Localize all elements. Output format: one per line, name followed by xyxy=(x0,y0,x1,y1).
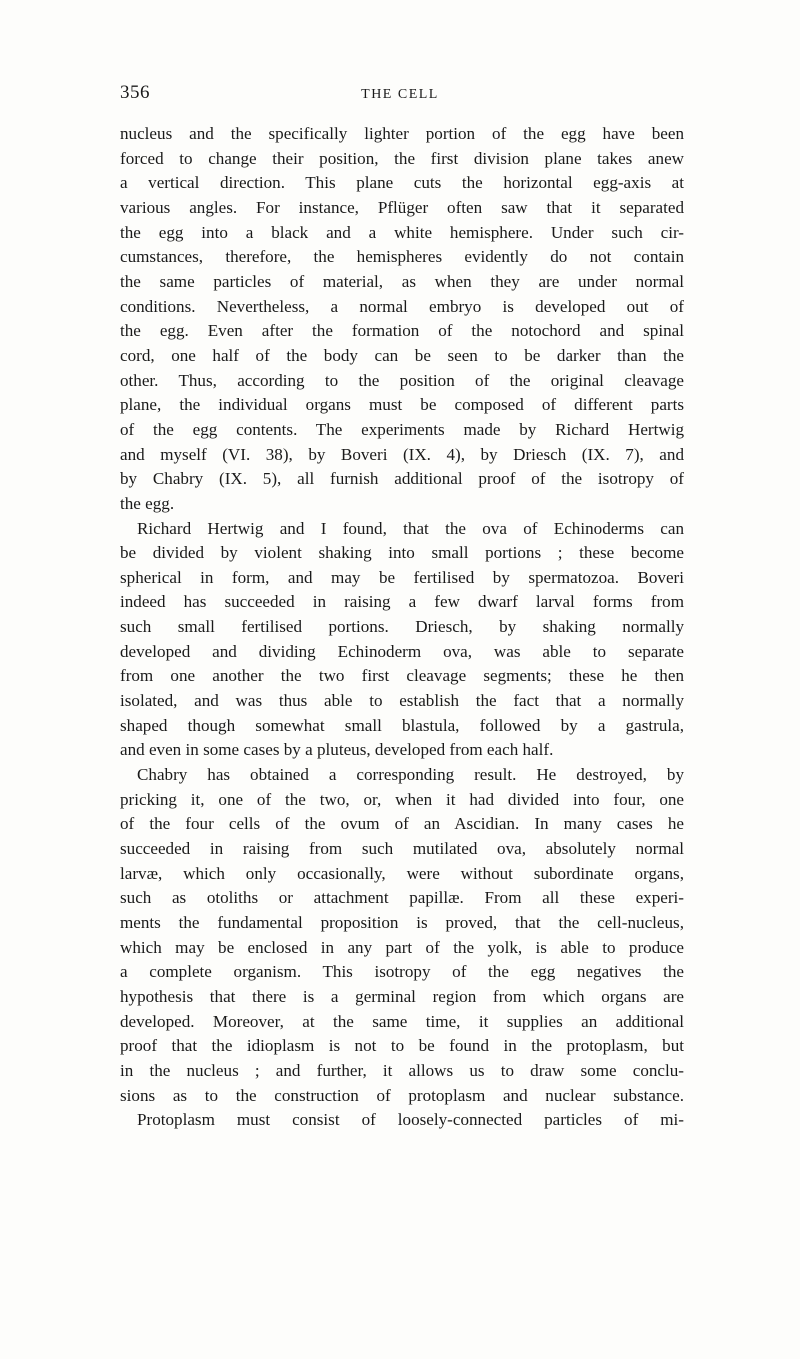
text-line: the egg. Even after the formation of the notochord and spinal xyxy=(120,321,684,341)
text-line: various angles. For instance, Pflüger often saw that it separated xyxy=(120,197,684,217)
text-line: nucleus and the specifically lighter portion of the egg have been xyxy=(120,124,684,143)
text-line: conditions. Nevertheless, a normal embryo is developed out of xyxy=(120,296,684,316)
text-line: other. Thus, according to the position of the original cleavage xyxy=(120,370,684,390)
text-line: proof that the idioplasm is not to be found in the protoplasm, but xyxy=(120,1036,684,1056)
text-line: such as otoliths or attachment papillæ. From all these experi- xyxy=(120,888,684,908)
text-line: succeeded in raising from such mutilated ova, absolutely normal xyxy=(120,839,684,859)
text-line: a complete organism. This isotropy of the egg negatives the xyxy=(120,962,684,982)
text-line: shaped though somewhat small blastula, followed by a gastrula, xyxy=(120,715,684,735)
text-line: and even in some cases by a pluteus, developed from each half. xyxy=(120,740,554,760)
text-line: sions as to the construction of protoplasm and nuclear substance. xyxy=(120,1085,684,1105)
text-line: from one another the two first cleavage segments; these he then xyxy=(120,666,684,686)
text-line: ments the fundamental proposition is proved, that the cell-nucleus, xyxy=(120,913,684,932)
page-number: 356 xyxy=(120,82,150,103)
text-line: of the egg contents. The experiments made by Richard Hertwig xyxy=(120,419,684,439)
body-text xyxy=(120,122,684,1133)
text-line: larvæ, which only occasionally, were without subordinate organs, xyxy=(120,863,684,883)
text-line: by Chabry (IX. 5), all furnish additional proof of the isotropy of xyxy=(120,469,684,489)
text-line: the same particles of material, as when they are under normal xyxy=(120,271,684,291)
text-line: Protoplasm must consist of loosely-connected particles of mi- xyxy=(137,1110,684,1130)
text-line: such small fertilised portions. Driesch, by shaking normally xyxy=(120,617,684,637)
text-line: in the nucleus ; and further, it allows us to draw some conclu- xyxy=(120,1060,684,1080)
text-line: cord, one half of the body can be seen to be darker than the xyxy=(120,345,684,365)
text-line: developed and dividing Echinoderm ova, was able to separate xyxy=(120,641,684,661)
text-line: indeed has succeeded in raising a few dwarf larval forms from xyxy=(120,592,684,612)
text-line: of the four cells of the ovum of an Ascidian. In many cases he xyxy=(120,814,684,834)
text-line: the egg into a black and a white hemisphere. Under such cir- xyxy=(120,222,684,242)
running-title: THE CELL xyxy=(361,87,439,102)
text-line: cumstances, therefore, the hemispheres evidently do not contain xyxy=(120,247,684,267)
text-line: plane, the individual organs must be composed of different parts xyxy=(120,395,684,415)
text-line: and myself (VI. 38), by Boveri (IX. 4), by Driesch (IX. 7), and xyxy=(120,444,684,464)
text-line: hypothesis that there is a germinal region from which organs are xyxy=(120,986,684,1006)
text-line: which may be enclosed in any part of the yolk, is able to produce xyxy=(120,937,684,957)
text-line: a vertical direction. This plane cuts the horizontal egg-axis at xyxy=(120,173,684,193)
text-line: forced to change their position, the first division plane takes anew xyxy=(120,148,684,168)
text-line: be divided by violent shaking into small portions ; these become xyxy=(120,543,684,563)
text-line: Richard Hertwig and I found, that the ova of Echinoderms can xyxy=(137,518,684,538)
text-line: the egg. xyxy=(120,493,175,513)
text-line: developed. Moreover, at the same time, it supplies an additional xyxy=(120,1011,684,1031)
text-line: isolated, and was thus able to establish the fact that a normally xyxy=(120,691,684,711)
text-line: Chabry has obtained a corresponding result. He destroyed, by xyxy=(137,765,684,785)
text-line: pricking it, one of the two, or, when it had divided into four, one xyxy=(120,789,684,809)
text-line: spherical in form, and may be fertilised by spermatozoa. Boveri xyxy=(120,567,684,587)
